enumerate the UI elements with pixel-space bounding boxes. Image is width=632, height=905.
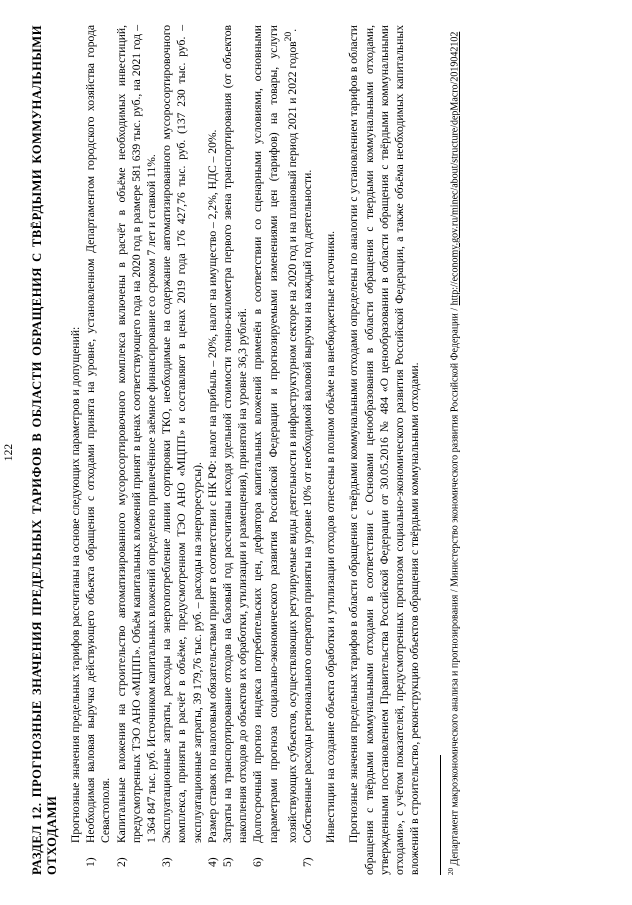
spacer (315, 25, 323, 875)
intro-paragraph: Прогнозные значения предельных тарифов рассчитаны на основе следующих параметров и допущений: (69, 326, 82, 843)
list-item-number: 2) (114, 857, 128, 867)
closing-paragraph: Прогнозные значения предельных тарифов в области обращения с твёрдыми коммунальными отходами определены по аналогии с установлением тарифов в области обращения с твёрдыми коммунальными отходами в соответствии с Основами ценообразования в области обращения с твердыми коммунальными отходами, утвержденными постановлением Правительства Российской Федерации от 30.05.2016 № 484 «О ценообразовании в области обращения с твёрдыми коммунальными отходами», с учётом показателей, предусмотренных прогнозом социально-экономического развития Российской Федерации, а также объёма необходимых капитальных вложений в строительство, реконструкцию объектов обращения с твёрдыми коммунальными отходами. (347, 25, 422, 875)
investment-paragraph: Инвестиции на создание объекта обработки и утилизации отходов отнесены в полном объёме на внебюджетные источники. (324, 230, 338, 843)
list-item-number: 4) (205, 857, 219, 867)
spacer (338, 25, 346, 875)
list-item-number: 7) (300, 857, 314, 867)
list-item-text: Собственные расходы регионального оператора приняты на уровне 10% от необходимой валовой выручки на каждый год деятельности. (300, 169, 314, 843)
list-item-text: Эксплуатационные затраты, расходы на энергопотребление линии сортировки ТКО, необходимые на содержание автоматизированного мусоросортировочного комплекса, приняты в расчёт в объёме, предусмотренном ТЭО АНО «МЦПП» и составляют в ценах 2019 года 176 427,76 тыс. руб. (137 230 тыс. руб. – эксплуатационные затраты, 39 179,76 тыс. руб. – расходы на энергоресурсы). (160, 25, 204, 843)
section-title: РАЗДЕЛ 12. ПРОГНОЗНЫЕ ЗНАЧЕНИЯ ПРЕДЕЛЬНЫХ ТАРИФОВ В ОБЛАСТИ ОБРАЩЕНИЯ С ТВЁРДЫМИ КОММУНАЛЬНЫМИ ОТХОДАМИ (30, 25, 59, 875)
footnote-link[interactable]: http://economy.gov.ru/minec/about/structure/depMacro/2019042102 (449, 31, 461, 306)
list-item-text: Необходимая валовая выручка действующего объекта обращения с отходами принята на уровне, установленном Департаментом городского хозяйства города Севастополя. (84, 25, 113, 843)
list-item (83, 25, 113, 875)
footnote-marker: 20 (447, 868, 456, 875)
footnote-divider (440, 755, 441, 875)
list-item-number: 5) (221, 857, 235, 867)
document-page (30, 25, 462, 875)
list-item (159, 25, 205, 875)
list-item (114, 25, 160, 875)
list-item-text: Капитальные вложения на строительство автоматизированного мусоросортировочного комплекса включены в расчёт в объёме необходимых инвестиций, предусмотренных ТЭО АНО «МЦПП». Объём капитальных вложений принят в ценах соответствующего года на 2020 год в размере 581 639 тыс. руб., на 2021 год – 1 364 847 тыс. руб. Источником капитальных вложений определено привлечённое заёмное финансирование со сроком 7 лет и ставкой 11%. (114, 25, 159, 843)
list-item (220, 25, 250, 875)
list-item-text-end: . (285, 28, 299, 32)
list-item-text: Размер ставок по налоговым обязательствам принят в соответствии с НК РФ: налог на прибыль – 20%, налог на имущество – 2,2%, НДС – 20%. (205, 129, 219, 843)
list-item-text: Затраты на транспортирование отходов на базовый год рассчитаны исходя удельной стоимости тонно-километра первого звена транспортирования (от объектов накопления отходов до объектов их обработки, утилизации и размещения), принятой на уровне 36,3 рублей. (221, 25, 250, 843)
footnote-ref[interactable]: 20 (282, 31, 294, 42)
list-item-number: 6) (251, 857, 265, 867)
list-item (205, 25, 220, 875)
page-number: 122 (2, 443, 15, 462)
list-item (300, 25, 315, 875)
list-item-number: 1) (84, 857, 98, 867)
list-item-text: Долгосрочный прогноз индекса потребительских цен, дефлятора капитальных вложений применён в соответствии со сценарными условиями, основными параметрами прогноза социально-экономического развития Российской Федерации и прогнозируемыми изменениями цен (тарифов) на товары, услуги хозяйствующих субъектов, осуществляющих регулируемые виды деятельности в инфраструктурном секторе на 2020 год и на плановый период 2021 и 2022 годов (251, 25, 299, 843)
footnote-text: Департамент макроэкономического анализа и прогнозирования / Министерство экономического развития Российской Федерации / (449, 305, 461, 866)
footnote (445, 25, 461, 875)
list-item (250, 25, 299, 875)
list-item-text-wrap (250, 25, 299, 843)
list-item-number: 3) (160, 857, 174, 867)
assumptions-list (83, 25, 315, 875)
